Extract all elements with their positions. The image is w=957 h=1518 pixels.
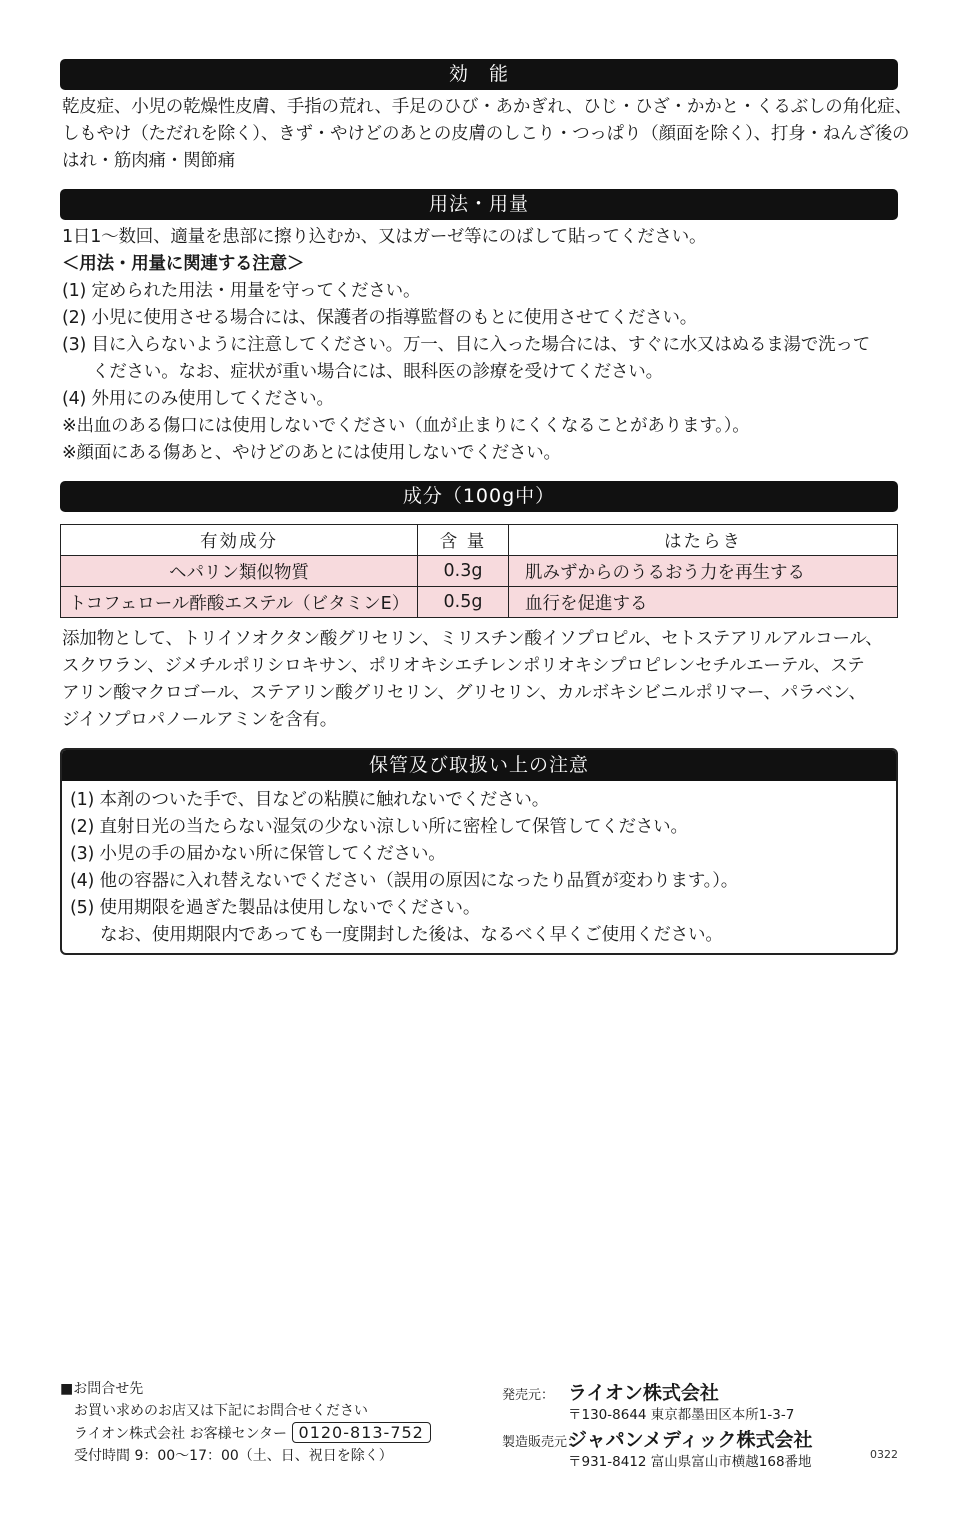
dosage-note: (4) 外用にのみ使用してください。 <box>62 389 334 409</box>
additives-text <box>62 626 896 734</box>
seller <box>502 1378 813 1405</box>
storage-box <box>60 748 898 955</box>
ingredients-header: 成分（100g中） <box>60 481 898 512</box>
contact-line: お買い求めのお店又は下記にお問合せください <box>74 1403 368 1419</box>
contact-hours: 受付時間 9：00～17：00（土、日、祝日を除く） <box>74 1448 393 1464</box>
additives-line: スクワラン、ジメチルポリシロキサン、ポリオキシエチレンポリオキシプロピレンセチルエーテル、ステ <box>62 656 865 676</box>
dosage-note: (2) 小児に使用させる場合には、保護者の指導監督のもとに使用させてください。 <box>62 308 698 328</box>
dosage-intro: 1日1～数回、適量を患部に擦り込むか、又はガーゼ等にのばして貼ってください。 <box>62 227 707 247</box>
dosage-note: ください。なお、症状が重い場合には、眼科医の診療を受けてください。 <box>92 362 663 382</box>
dosage-note: ※顔面にある傷あと、やけどのあとには使用しないでください。 <box>62 443 561 463</box>
storage-line: (2) 直射日光の当たらない湿気の少ない涼しい所に密栓して保管してください。 <box>70 817 688 837</box>
additives-line: 添加物として、トリイソオクタン酸グリセリン、ミリスチン酸イソプロピル、セトステアリルアルコール、 <box>62 629 883 649</box>
additives-line: アリン酸マクロゴール、ステアリン酸グリセリン、グリセリン、カルボキシビニルポリマー、パラベン、 <box>62 683 866 703</box>
ingredient-amount: 0.5g <box>418 587 509 618</box>
ingredient-name: ヘパリン類似物質 <box>61 556 418 587</box>
seller-address: 〒130-8644 東京都墨田区本所1-3-7 <box>568 1407 795 1423</box>
efficacy-line: 乾皮症、小児の乾燥性皮膚、手指の荒れ、手足のひび・あかぎれ、ひじ・ひざ・かかと・くるぶしの角化症、 <box>62 97 912 117</box>
efficacy-line: しもやけ（ただれを除く）、きず・やけどのあとの皮膚のしこり・つっぱり（顔面を除く）、打身・ねんざ後の <box>62 124 910 144</box>
storage-line: (5) 使用期限を過ぎた製品は使用しないでください。 <box>70 898 481 918</box>
maker-name: ジャパンメディック株式会社 <box>568 1429 813 1451</box>
ingredient-amount: 0.3g <box>418 556 509 587</box>
column-header: はたらき <box>509 525 898 556</box>
storage-line: (1) 本剤のついた手で、目などの粘膜に触れないでください。 <box>70 790 549 810</box>
contact-title: ■お問合せ先 <box>60 1381 144 1397</box>
maker <box>502 1425 813 1452</box>
column-header: 含 量 <box>418 525 509 556</box>
footer <box>60 1378 910 1478</box>
storage-line: (3) 小児の手の届かない所に保管してください。 <box>70 844 446 864</box>
ingredient-name: トコフェロール酢酸エステル（ビタミンE） <box>61 587 418 618</box>
maker-role: 製造販売元： <box>502 1435 581 1450</box>
column-header: 有効成分 <box>61 525 418 556</box>
contact-block <box>60 1378 431 1467</box>
storage-line: なお、使用期限内であっても一度開封した後は、なるべく早くご使用ください。 <box>100 925 723 945</box>
ingredient-function: 肌みずからのうるおう力を再生する <box>509 556 898 587</box>
efficacy-text <box>62 94 912 175</box>
seller-name: ライオン株式会社 <box>568 1382 719 1404</box>
dosage-note: (3) 目に入らないように注意してください。万一、目に入った場合には、すぐに水又はぬるま湯で洗って <box>62 335 871 355</box>
center-label: ライオン株式会社 お客様センター <box>74 1426 288 1442</box>
storage-content <box>62 781 896 953</box>
document-body <box>60 59 912 955</box>
maker-address: 〒931-8412 富山県富山市横越168番地 <box>568 1454 812 1470</box>
dosage-header: 用法・用量 <box>60 189 898 220</box>
table-row <box>61 587 898 618</box>
dosage-note: ※出血のある傷口には使用しないでください（血が止まりにくくなることがあります。）。 <box>62 416 750 436</box>
print-code: 0322 <box>870 1448 898 1461</box>
contact-center <box>60 1422 431 1445</box>
phone-number[interactable]: 0120-813-752 <box>292 1422 431 1443</box>
dosage-sub-header: ＜用法・用量に関連する注意＞ <box>62 254 305 274</box>
ingredient-function: 血行を促進する <box>509 587 898 618</box>
storage-line: (4) 他の容器に入れ替えないでください（誤用の原因になったり品質が変わります。）。 <box>70 871 739 891</box>
table-row <box>61 556 898 587</box>
company-block <box>502 1378 813 1472</box>
efficacy-line: はれ・筋肉痛・関節痛 <box>62 151 235 171</box>
dosage-note: (1) 定められた用法・用量を守ってください。 <box>62 281 421 301</box>
efficacy-header: 効 能 <box>60 59 898 90</box>
seller-role: 発売元： <box>502 1388 555 1403</box>
ingredients-table <box>60 524 898 618</box>
storage-header: 保管及び取扱い上の注意 <box>62 750 896 781</box>
dosage-text <box>62 224 896 467</box>
additives-line: ジイソプロパノールアミンを含有。 <box>62 710 338 730</box>
table-header-row <box>61 525 898 556</box>
